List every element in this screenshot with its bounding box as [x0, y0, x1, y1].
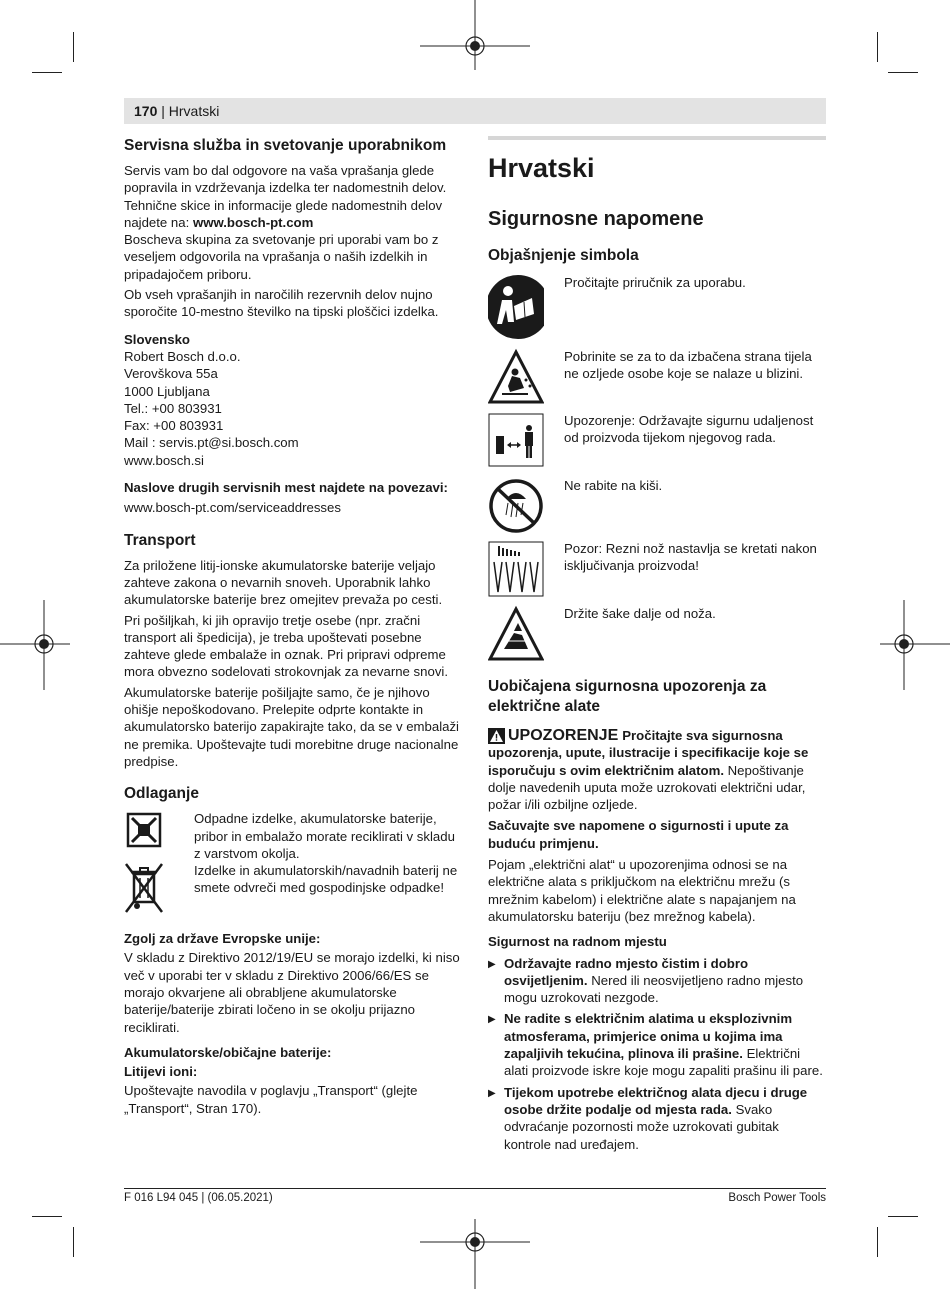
address-block — [124, 348, 462, 469]
recycle-packaging-icon — [124, 810, 164, 850]
symbol-row — [488, 477, 826, 540]
symbol-text: Pozor: Rezni nož nastavlja se kretati nakon isključivanja proizvoda! — [564, 541, 817, 574]
transport-paragraph-2: Pri pošiljkah, ki jih opravijo tretje osebe (npr. zračni transport ali špedicija), je treba upoštevati posebne zahteve glede embalaže in oznak. Pri pripravi odpreme mora obvezno sodelovati strokovnjak za nevarne snovi. — [124, 612, 449, 680]
batteries-title: Akumulatorske/običajne baterije: — [124, 1044, 332, 1060]
thrown-objects-icon — [488, 348, 544, 406]
symbol-text: Pročitajte priručnik za uporabu. — [564, 275, 746, 290]
disposal-title: Odlaganje — [124, 785, 199, 803]
service-text: Servis vam bo dal odgovore na vaša vprašanja glede popravila in vzdrževanja izdelka ter nadomestnih delov. Tehnične skice in informacije glede nadomestnih delov najdete na: — [124, 163, 447, 230]
list-item-bold: Ne radite s električnim alatima u eksplozivnim atmosferama, primjerice onima u kojima ima zapaljivih tekućina, plinova ili prašine. — [504, 1011, 793, 1062]
address-line: Tel.: +00 803931 — [124, 400, 222, 416]
transport-paragraph-1: Za priložene litij-ionske akumulatorske baterije veljajo zahteve zakona o nevarnih snoveh. Uporabnik lahko akumulatorske baterije brez omejitev prevaža po cesti. — [124, 557, 443, 608]
keep-hands-away-icon — [488, 605, 544, 663]
disposal-row-recycle — [124, 810, 462, 862]
footer-rule — [124, 1188, 826, 1189]
header-bar — [124, 98, 826, 124]
page-header: 170 | Hrvatski — [134, 103, 220, 119]
address-line: 1000 Ljubljana — [124, 383, 210, 399]
address-line: www.bosch.si — [124, 452, 204, 468]
footer-brand: Bosch Power Tools — [728, 1192, 826, 1204]
address-line: Mail : servis.pt@si.bosch.com — [124, 435, 299, 451]
crop-mark — [877, 32, 878, 62]
warning-text: Nepoštivanje dolje navedenih uputa može uzrokovati električni udar, požar i/ili ozbiljne ozljede. — [488, 762, 806, 813]
address-line: Verovškova 55a — [124, 366, 218, 382]
symbol-text: Držite šake dalje od noža. — [564, 606, 716, 621]
warning-label — [488, 727, 618, 744]
list-item-bold: Održavajte radno mjesto čistim i dobro osvijetljenim. — [504, 955, 749, 988]
liion-paragraph: Upoštevajte navodila v poglavju „Transport“ (glejte „Transport“, Stran 170). — [124, 1083, 418, 1116]
service-title: Servisna služba in svetovanje uporabnikom — [124, 137, 447, 154]
symbol-row — [488, 412, 826, 477]
crop-mark — [73, 32, 74, 62]
eu-title: Zgolj za države Evropske unije: — [124, 931, 321, 947]
language-rule — [488, 136, 826, 140]
crop-mark — [32, 72, 62, 73]
transport-title: Transport — [124, 531, 196, 549]
symbol-text: Ne rabite na kiši. — [564, 478, 663, 493]
symbol-text: Upozorenje: Održavajte sigurnu udaljenost od proizvoda tijekom njegovog rada. — [564, 413, 814, 446]
warning-paragraph — [488, 727, 826, 813]
warning-triangle-icon — [488, 728, 505, 744]
other-addresses-link[interactable]: www.bosch-pt.com/serviceaddresses — [124, 500, 341, 516]
workplace-list — [488, 955, 826, 1153]
crop-mark — [73, 1227, 74, 1257]
language-title: Hrvatski — [488, 153, 595, 183]
crossed-bin-icon — [124, 862, 164, 916]
list-item — [488, 1010, 826, 1079]
service-link[interactable]: www.bosch-pt.com — [192, 214, 314, 230]
list-item-text: Električni alati proizvode iskre koje mogu zapaliti prašinu ili pare. — [504, 1046, 823, 1079]
registration-mark-bottom — [420, 1219, 530, 1289]
crop-mark — [32, 1216, 62, 1217]
list-item — [488, 955, 826, 1007]
term-paragraph: Pojam „električni alat“ u upozorenjima odnosi se na električne alata s priključkom na električnu mrežu (s mrežnim kabelom) i električne alate s napajanjem na akumulatorsku bateriju (bez mrežnog kabela). — [488, 857, 796, 924]
warning-bold-text: Pročitajte sva sigurnosna upozorenja, upute, ilustracije i specifikacije koje se isporučuju s ovim električnim alatom. — [488, 728, 809, 778]
registration-mark-top — [420, 0, 530, 70]
symbol-row — [488, 348, 826, 412]
disposal-text-2: Izdelke in akumulatorskih/navadnih baterij ne smete odvreči med gospodinjske odpadke! — [194, 863, 458, 896]
country-label: Slovensko — [124, 331, 190, 347]
workplace-title: Sigurnost na radnom mjestu — [488, 934, 667, 950]
list-item — [488, 1084, 826, 1153]
read-manual-icon — [488, 274, 544, 340]
service-paragraph-2: Boscheva skupina za svetovanje pri uporabi vam bo z veseljem odgovorila na vprašanja o naših izdelkih in pripadajočem priboru. — [124, 232, 439, 282]
keep-instructions: Sačuvajte sve napomene o sigurnosti i upute za buduću primjenu. — [488, 818, 789, 851]
no-rain-icon — [488, 477, 544, 535]
blade-coasting-icon — [488, 540, 544, 598]
list-item-text: Svako odvraćanje pozornosti može uzrokovati gubitak kontrole nad uređajem. — [504, 1101, 779, 1152]
safety-title: Sigurnosne napomene — [488, 208, 704, 230]
crop-mark — [888, 72, 918, 73]
page-number: 170 — [134, 103, 158, 119]
address-line: Robert Bosch d.o.o. — [124, 348, 241, 364]
other-addresses-title: Naslove drugih servisnih mest najdete na povezavi: — [124, 480, 448, 496]
symbol-row — [488, 274, 826, 348]
registration-mark-left — [0, 600, 70, 690]
address-line: Fax: +00 803931 — [124, 418, 224, 434]
symbol-row — [488, 605, 826, 677]
list-item-bold: Tijekom upotrebe električnog alata djecu i druge osobe držite podalje od mjesta rada. — [504, 1084, 808, 1117]
disposal-row-weee — [124, 862, 462, 922]
header-language: Hrvatski — [168, 103, 220, 119]
service-paragraph — [124, 162, 462, 231]
transport-paragraph-3: Akumulatorske baterije pošiljajte samo, če je njihovo ohišje nepoškodovano. Prelepite odprte kontakte in akumulatorsko baterijo zapakirajte tako, da se v embalaži ne premika. Upoštevajte tudi morebitne druge nacionalne predpise. — [124, 684, 459, 769]
registration-mark-right — [880, 600, 950, 690]
left-column — [124, 136, 462, 1117]
symbol-text: Pobrinite se za to da izbačena strana tijela ne ozljede osobe koje se nalaze u blizini. — [564, 349, 812, 382]
crop-mark — [877, 1227, 878, 1257]
liion-title: Litijevi ioni: — [124, 1064, 198, 1080]
service-paragraph-3: Ob vseh vprašanjih in naročilih rezervnih delov nujno sporočite 10-mestno številko na tipski ploščici izdelka. — [124, 287, 439, 320]
safe-distance-icon — [488, 412, 544, 470]
general-warnings-title: Uobičajena sigurnosna upozorenja za električne alate — [488, 678, 767, 715]
eu-paragraph: V skladu z Direktivo 2012/19/EU se morajo izdelki, ki niso več v uporabi ter v skladu z Direktivo 2006/66/ES se morajo okvarjene ali obrabljene akumulatorske baterije/baterije zbirati ločeno in se okolju prijazno reciklirati. — [124, 950, 460, 1035]
symbol-row — [488, 540, 826, 605]
warning-label-text: UPOZORENJE — [508, 727, 619, 744]
right-column — [488, 136, 826, 1157]
footer-doc-id: F 016 L94 045 | (06.05.2021) — [124, 1192, 273, 1204]
symbols-title: Objašnjenje simbola — [488, 247, 639, 264]
crop-mark — [888, 1216, 918, 1217]
disposal-text-1: Odpadne izdelke, akumulatorske baterije, pribor in embalažo morate reciklirati v skladu z varstvom okolja. — [194, 811, 455, 861]
list-item-text: Nered ili neosvijetljeno radno mjesto mogu uzrokovati nezgode. — [504, 972, 804, 1006]
